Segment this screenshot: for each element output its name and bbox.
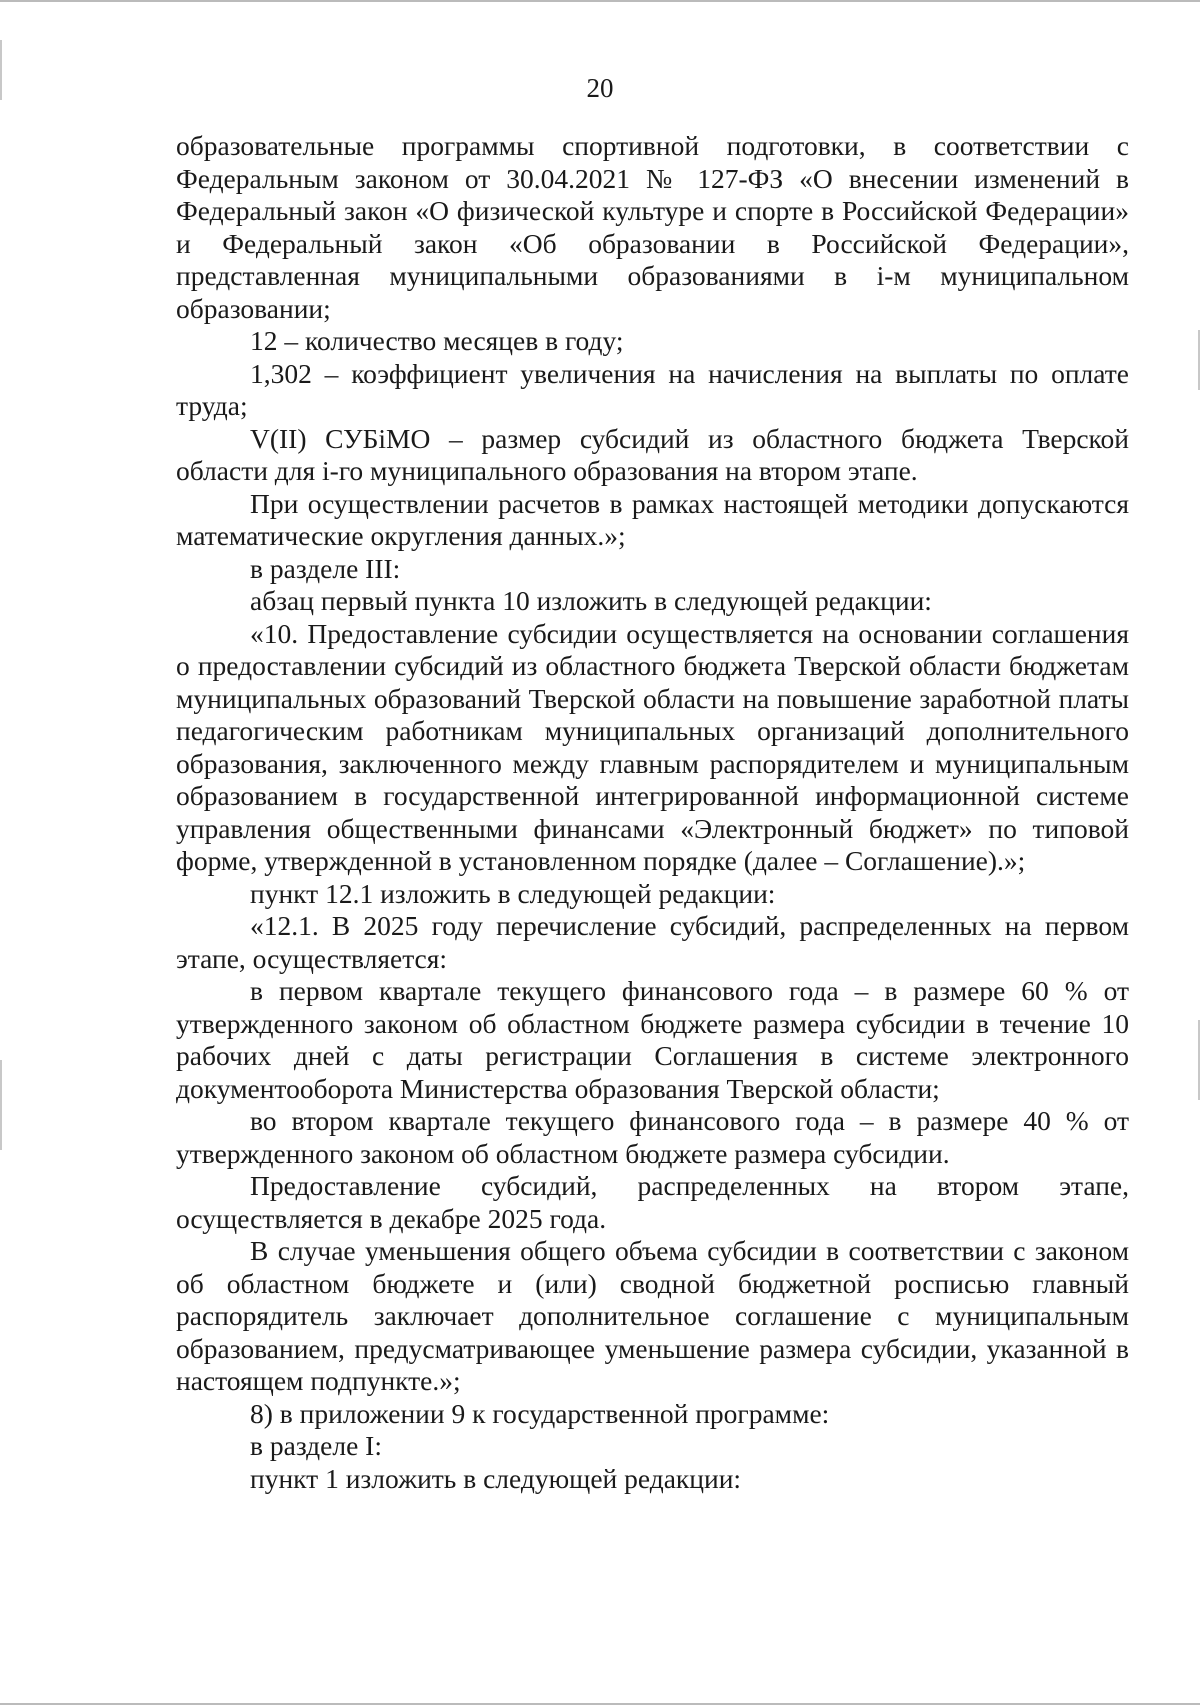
paragraph: При осуществлении расчетов в рамках настоящей методики допускаются математические округления данных.»; xyxy=(176,487,1129,551)
paragraph: пункт 1 изложить в следующей редакции: xyxy=(250,1462,742,1494)
paragraph: «10. Предоставление субсидии осуществляется на основании соглашения о предоставлении субсидий из областного бюджета Тверской области бюджетам муниципальных образований Тверской области на повышение заработной платы педагогическим работникам муниципальных организаций дополнительного образования, заключенного между главным распорядителем и муниципальным образованием в государственной интегрированной информационной системе управления общественными финансами «Электронный бюджет» по типовой форме, утвержденной в установленном порядке (далее – Соглашение).»; xyxy=(176,617,1129,876)
paragraph: 12 – количество месяцев в году; xyxy=(250,325,624,356)
paragraph: 8) в приложении 9 к государственной программе: xyxy=(250,1397,830,1429)
paragraph: во втором квартале текущего финансового года – в размере 40 % от утвержденного законом об областном бюджете размера субсидии. xyxy=(176,1105,1129,1169)
paragraph: в разделе I: xyxy=(250,1430,382,1461)
paragraph: в первом квартале текущего финансового года – в размере 60 % от утвержденного законом об областном бюджете размера субсидии в течение 10 рабочих дней с даты регистрации Соглашения в системе электронного документооборота Министерства образования Тверской области; xyxy=(176,975,1129,1104)
paragraph: в разделе III: xyxy=(250,552,401,584)
scan-top-edge xyxy=(0,0,1200,2)
paragraph: 1,302 – коэффициент увеличения на начисления на выплаты по оплате труда; xyxy=(176,357,1129,421)
paragraph: В случае уменьшения общего объема субсидии в соответствии с законом об областном бюджете и (или) сводной бюджетной росписью главный распорядитель заключает дополнительное соглашение с муниципальным образованием, предусматривающее уменьшение размера субсидии, указанной в настоящем подпункте.»; xyxy=(176,1235,1129,1396)
document-body xyxy=(176,130,1129,1495)
paragraph: образовательные программы спортивной подготовки, в соответствии с Федеральным законом от 30.04.2021 № 127-ФЗ «О внесении изменений в Федеральный закон «О физической культуре и спорте в Российской Федерации» и Федеральный закон «Об образовании в Российской Федерации», представленная муниципальными образованиями в i-м муниципальном образовании; xyxy=(176,130,1129,324)
paragraph: пункт 12.1 изложить в следующей редакции: xyxy=(250,877,776,909)
paragraph: «12.1. В 2025 году перечисление субсидий, распределенных на первом этапе, осуществляется: xyxy=(176,910,1129,974)
paragraph: Предоставление субсидий, распределенных на втором этапе, осуществляется в декабре 2025 года. xyxy=(176,1170,1129,1234)
page-number: 20 xyxy=(586,73,614,103)
paragraph: абзац первый пункта 10 изложить в следующей редакции: xyxy=(250,585,932,616)
scan-left-edge-mark xyxy=(0,1060,2,1150)
paragraph: V(II) СУБiМО – размер субсидий из областного бюджета Тверской области для i-го муниципального образования на втором этапе. xyxy=(176,422,1129,486)
